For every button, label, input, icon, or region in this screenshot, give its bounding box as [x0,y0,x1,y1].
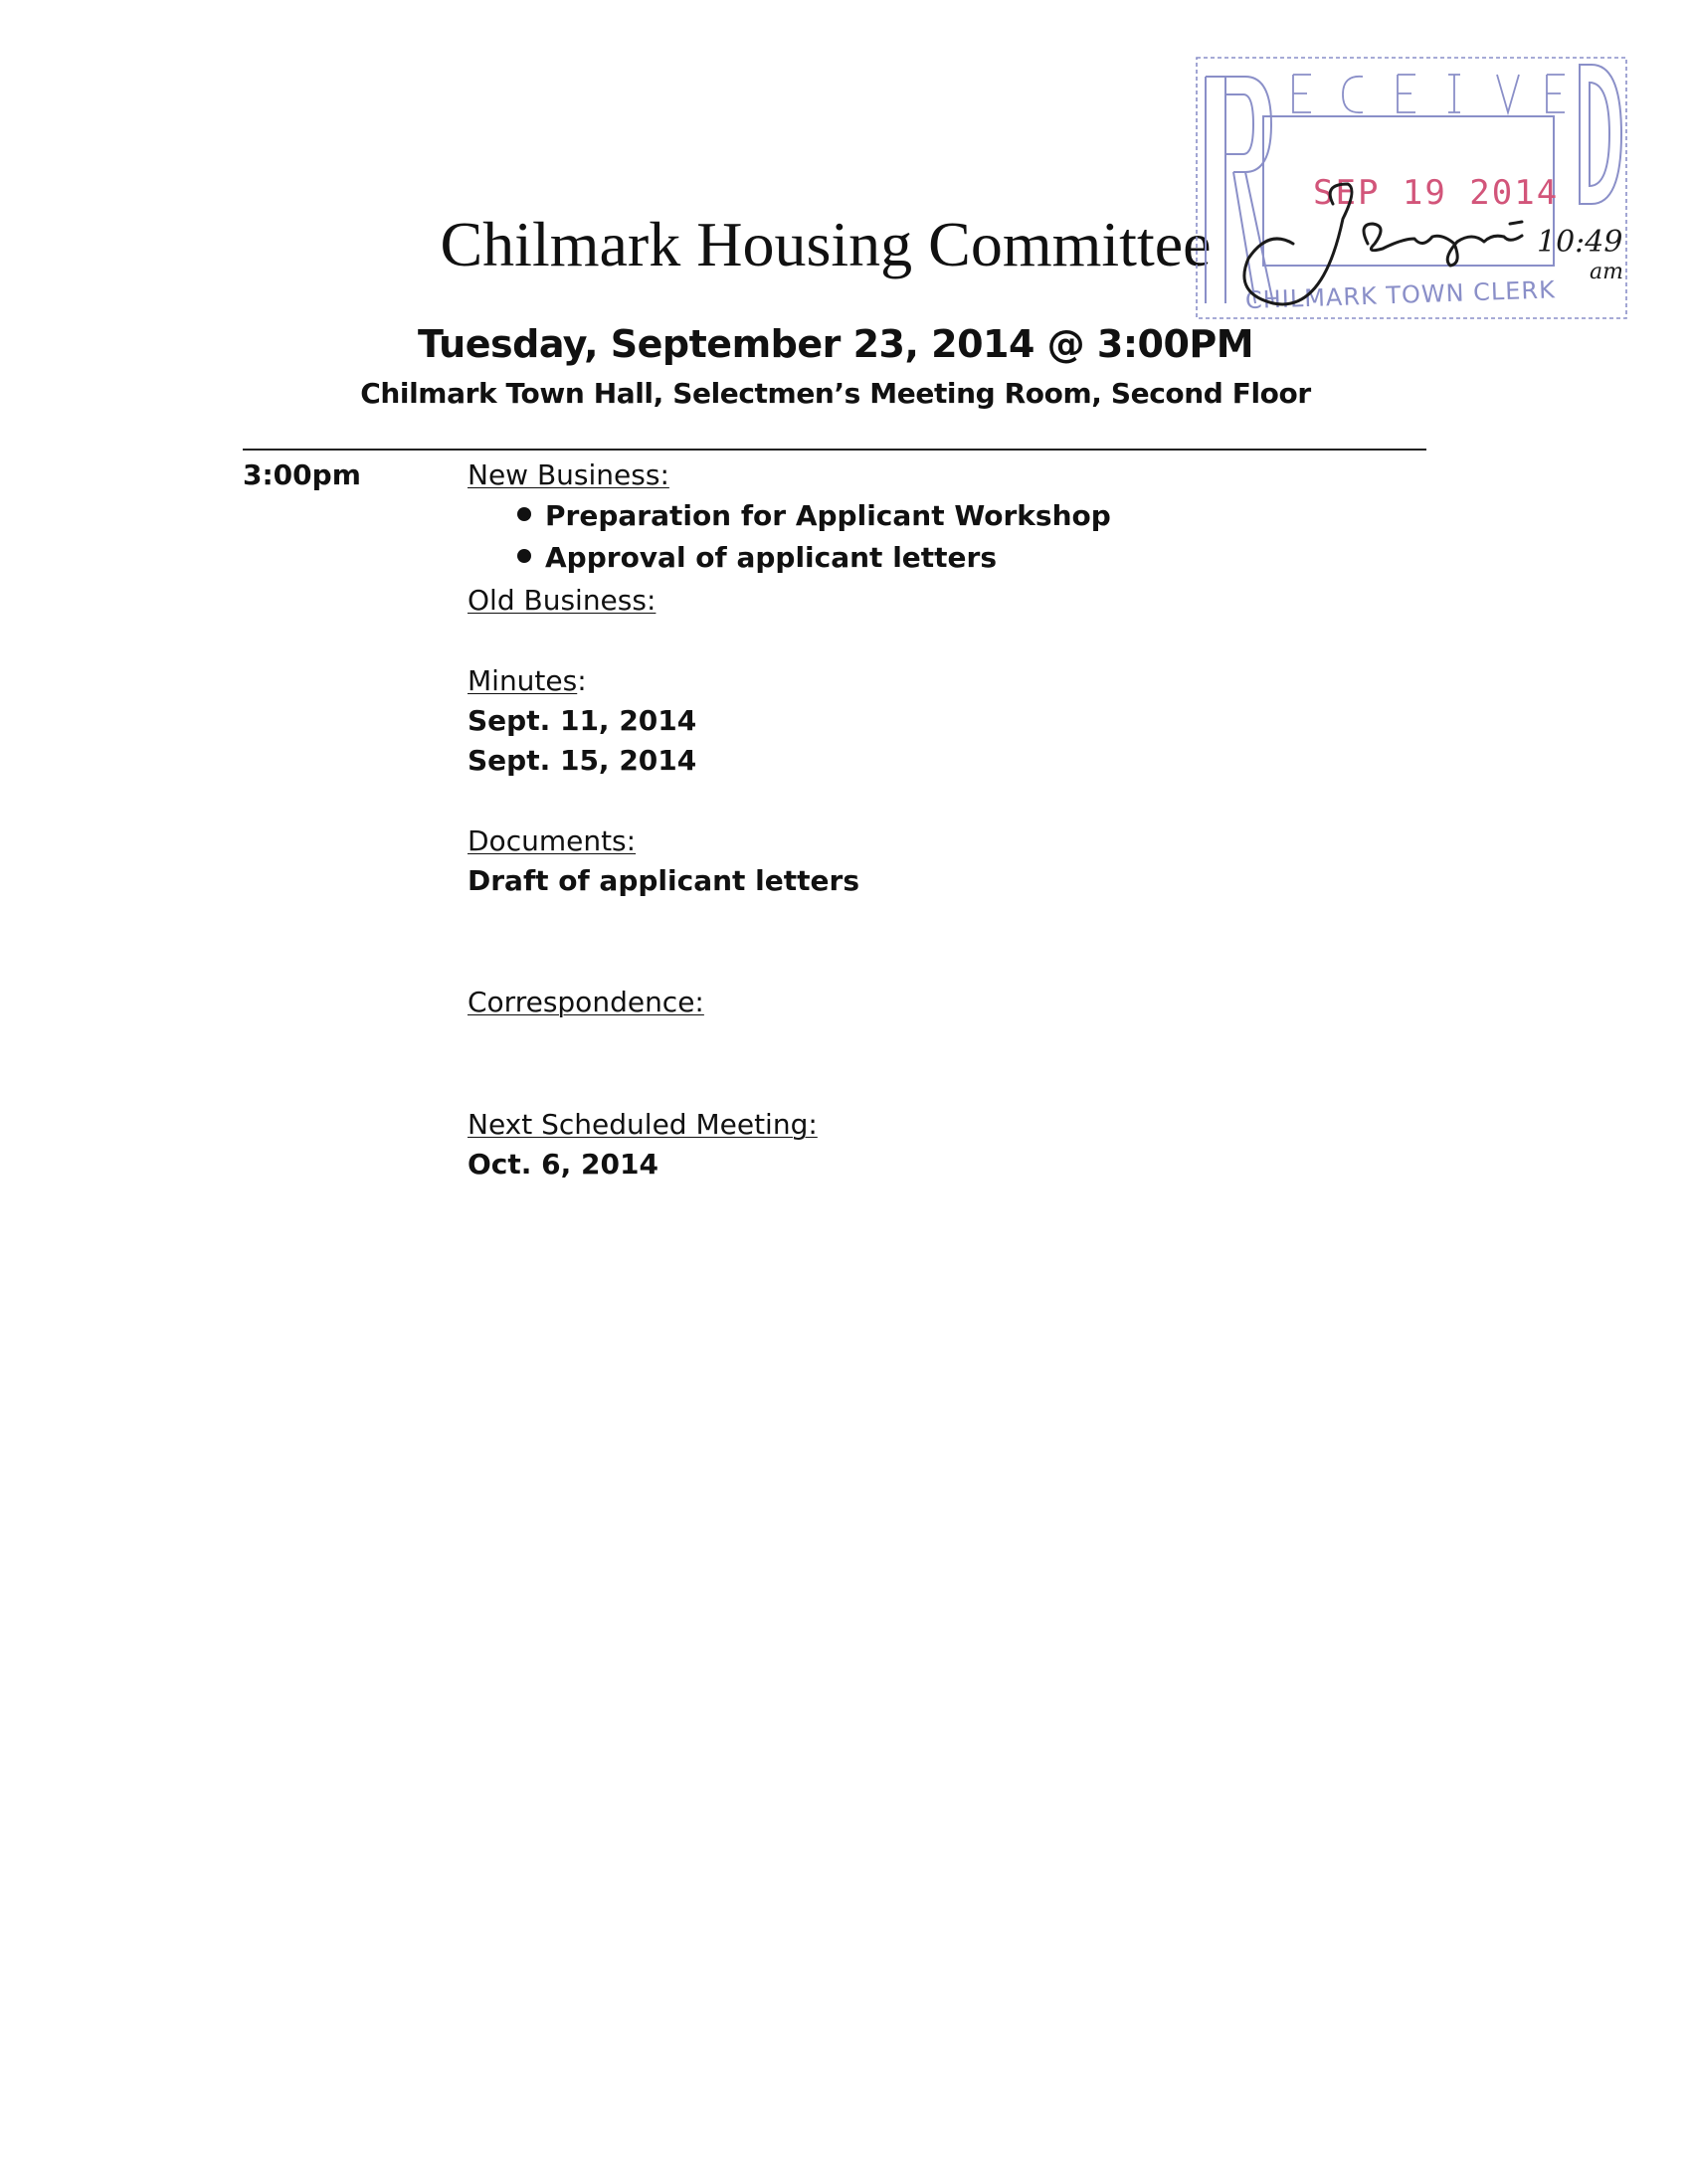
bullet-icon [517,507,531,521]
documents-item: Draft of applicant letters [468,864,859,897]
old-business-heading: Old Business: [468,584,657,617]
stamp-date: SEP 19 2014 [1313,173,1560,213]
committee-title: Chilmark Housing Committee [440,209,1212,279]
stamp-letters-top [1293,75,1565,112]
meeting-date: Tuesday, September 23, 2014 @ 3:00PM [417,322,1254,366]
header-divider [243,449,1426,451]
next-meeting-heading: Next Scheduled Meeting: [468,1108,818,1141]
list-item: Approval of applicant letters [517,537,1111,579]
handwritten-am: am [1590,260,1623,284]
minutes-heading: Minutes: [468,664,587,697]
meeting-location: Chilmark Town Hall, Selectmen’s Meeting Room, Second Floor [360,377,1311,410]
received-stamp [1194,55,1631,323]
minutes-item: Sept. 15, 2014 [468,744,697,777]
correspondence-heading: Correspondence: [468,986,704,1018]
stamp-office: CHILMARK TOWN CLERK [1244,275,1557,315]
new-business-list [517,495,1111,579]
minutes-item: Sept. 11, 2014 [468,704,697,737]
stamp-letter-d [1580,65,1621,204]
documents-heading: Documents: [468,824,637,857]
new-business-heading: New Business: [468,458,669,491]
bullet-icon [517,549,531,563]
agenda-time: 3:00pm [243,458,361,491]
handwritten-time: 10:49 [1537,225,1623,260]
list-item: Preparation for Applicant Workshop [517,495,1111,537]
next-meeting-date: Oct. 6, 2014 [468,1148,658,1181]
